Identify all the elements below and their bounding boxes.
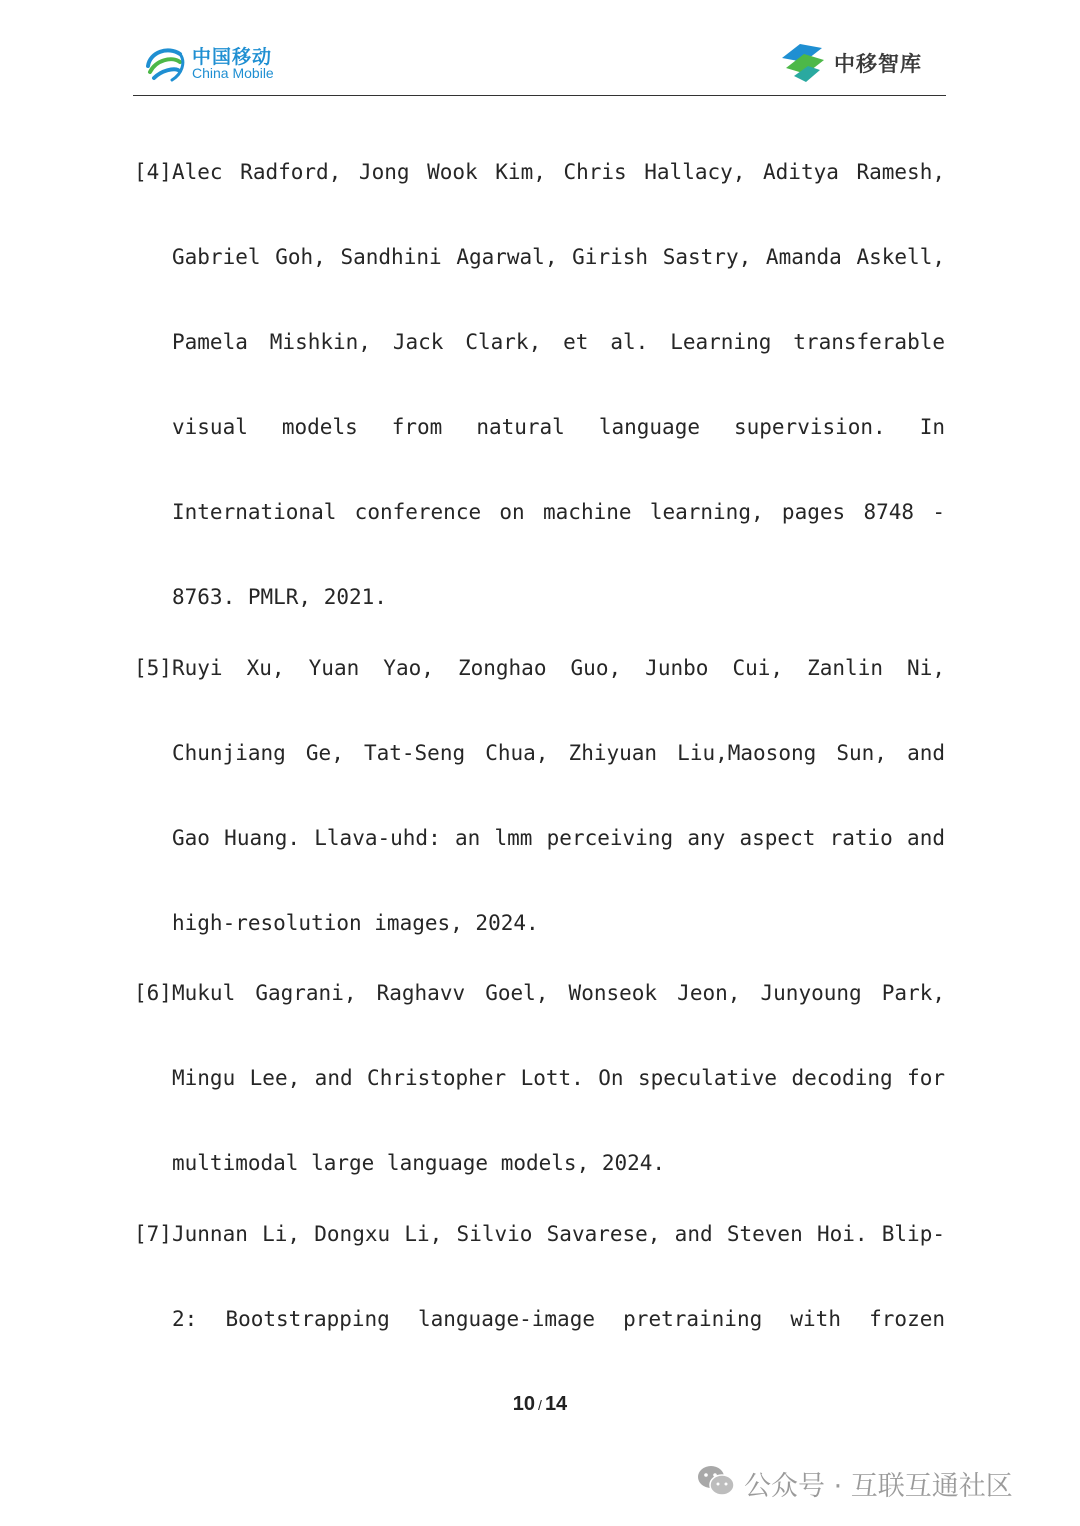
wechat-icon bbox=[696, 1464, 736, 1498]
reference-line: high-resolution images, 2024. bbox=[172, 911, 539, 935]
reference-number: [6] bbox=[134, 981, 172, 1005]
watermark-text: 公众号 · 互联互通社区 bbox=[744, 1471, 1013, 1502]
think-tank-logo-text: 中移智库 bbox=[834, 52, 922, 76]
reference-number: [7] bbox=[134, 1222, 172, 1246]
reference-line: Alec Radford, Jong Wook Kim, Chris Hallacy, Aditya Ramesh, bbox=[172, 160, 945, 184]
page-number bbox=[0, 1393, 1080, 1416]
reference-line: Pamela Mishkin, Jack Clark, et al. Learning transferable bbox=[172, 330, 945, 354]
page-separator: / bbox=[538, 1397, 542, 1413]
reference-line: Mingu Lee, and Christopher Lott. On speculative decoding for bbox=[172, 1066, 945, 1090]
reference-line: 8763. PMLR, 2021. bbox=[172, 585, 387, 609]
china-mobile-logo-en: China Mobile bbox=[192, 65, 274, 81]
wechat-watermark bbox=[696, 1462, 1056, 1502]
reference-line: Chunjiang Ge, Tat-Seng Chua, Zhiyuan Liu,Maosong Sun, and bbox=[172, 741, 945, 765]
total-pages: 14 bbox=[544, 1393, 568, 1415]
reference-line: Gabriel Goh, Sandhini Agarwal, Girish Sastry, Amanda Askell, bbox=[172, 245, 945, 269]
reference-line: International conference on machine learning, pages 8748 - bbox=[172, 500, 945, 524]
current-page: 10 bbox=[512, 1393, 536, 1415]
reference-number: [5] bbox=[134, 656, 172, 680]
china-mobile-logo-cn: 中国移动 bbox=[192, 46, 273, 68]
reference-line: 2: Bootstrapping language-image pretraining with frozen bbox=[172, 1307, 945, 1331]
reference-line: visual models from natural language supervision. In bbox=[172, 415, 945, 439]
reference-line: Gao Huang. Llava-uhd: an lmm perceiving any aspect ratio and bbox=[172, 826, 945, 850]
reference-line: Junnan Li, Dongxu Li, Silvio Savarese, and Steven Hoi. Blip- bbox=[172, 1222, 945, 1246]
reference-line: Ruyi Xu, Yuan Yao, Zonghao Guo, Junbo Cui, Zanlin Ni, bbox=[172, 656, 945, 680]
reference-number: [4] bbox=[134, 160, 172, 184]
reference-line: Mukul Gagrani, Raghavv Goel, Wonseok Jeon, Junyoung Park, bbox=[172, 981, 945, 1005]
reference-line: multimodal large language models, 2024. bbox=[172, 1151, 666, 1175]
